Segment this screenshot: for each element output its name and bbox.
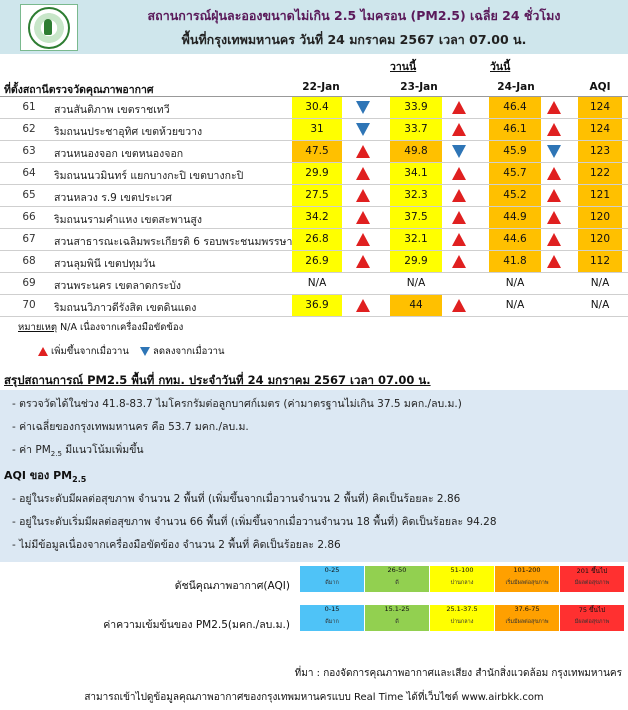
station-number: 67 <box>22 233 36 245</box>
pm25-value-day1: 30.4 <box>292 97 342 118</box>
station-number: 68 <box>22 255 36 267</box>
summary-average: - ค่าเฉลี่ยของกรุงเทพมหานคร คือ 53.7 มคก./ลบ.ม. <box>12 421 249 433</box>
triangle-up-icon <box>452 255 466 268</box>
table-header <box>0 78 628 97</box>
station-number: 64 <box>22 167 36 179</box>
triangle-up-icon <box>356 189 370 202</box>
scale-level: ปานกลาง <box>450 619 474 625</box>
page-title: สถานการณ์ฝุ่นละอองขนาดไม่เกิน 2.5 ไมครอน (PM2.5) เฉลี่ย 24 ชั่วโมง <box>147 8 561 23</box>
scale-level: ดีมาก <box>325 580 339 586</box>
station-number: 63 <box>22 145 36 157</box>
pm25-value-day2: 34.1 <box>390 163 442 184</box>
pm25-value-day3: 46.1 <box>489 119 541 140</box>
source-note: ที่มา : กองจัดการคุณภาพอากาศและเสียง สำนักสิ่งแวดล้อม กรุงเทพมหานคร <box>294 668 622 679</box>
pm25-value-day2: N/A <box>406 277 426 289</box>
scale-level: เริ่มมีผลต่อสุขภาพ <box>505 619 549 625</box>
summary-trend: - ค่า $PM_{2.5}$ มีแนวโน้มเพิ่มขึ้น <box>12 444 144 459</box>
aqi-value: 124 <box>578 97 622 118</box>
yesterday-label: วานนี้ <box>390 61 417 73</box>
station-name: สวนสันติภาพ เขตราชเทวี <box>54 104 170 116</box>
pm25-value-day2: 33.9 <box>390 97 442 118</box>
scale-level: มีผลต่อสุขภาพ <box>574 580 610 586</box>
aqi-sensitive: - อยู่ในระดับเริ่มมีผลต่อสุขภาพ จำนวน 66 พื้นที่ (เพิ่มขึ้นจากเมื่อวานจำนวน 18 พื้นที่) คิดเป็นร้อยละ 94.28 <box>12 516 497 528</box>
scale-range: 26-50 <box>387 566 407 574</box>
triangle-up-icon <box>452 211 466 224</box>
station-name: สวนลุมพินี เขตปทุมวัน <box>54 258 156 270</box>
aqi-no-data: - ไม่มีข้อมูลเนื่องจากเครื่องมือขัดข้อง จำนวน 2 พื้นที่ คิดเป็นร้อยละ 2.86 <box>12 539 341 551</box>
aqi-value: 122 <box>578 163 622 184</box>
pm25-value-day2: 44 <box>390 295 442 316</box>
station-name: สวนสาธารณะเฉลิมพระเกียรติ 6 รอบพระชนมพรรษา <box>54 236 292 248</box>
station-name: ริมถนนนวมินทร์ แยกบางกะปิ เขตบางกะปิ <box>54 170 244 182</box>
triangle-down-icon <box>452 145 466 158</box>
pm25-value-day3: 44.6 <box>489 229 541 250</box>
station-number: 62 <box>22 123 36 135</box>
triangle-up-icon <box>356 167 370 180</box>
station-number: 70 <box>22 299 36 311</box>
table-row <box>0 141 628 163</box>
aqi-value: N/A <box>590 277 610 289</box>
header-station: ที่ตั้งสถานีตรวจวัดคุณภาพอากาศ <box>4 84 154 96</box>
scale-range: 0-25 <box>324 566 340 574</box>
pm25-value-day1: 29.9 <box>292 163 342 184</box>
aqi-value: 123 <box>578 141 622 162</box>
note-text: N/A เนื่องจากเครื่องมือขัดข้อง <box>60 322 184 333</box>
aqi-color-scale <box>300 566 623 592</box>
legend-up-label: เพิ่มขึ้นจากเมื่อวาน <box>51 346 129 357</box>
triangle-up-icon <box>547 101 561 114</box>
triangle-up-icon <box>356 145 370 158</box>
scale-level: เริ่มมีผลต่อสุขภาพ <box>505 580 549 586</box>
scale-range: 37.6-75 <box>514 605 540 613</box>
triangle-up-icon <box>356 233 370 246</box>
header-day1: 22-Jan <box>302 81 340 93</box>
pm-color-scale <box>300 605 623 631</box>
pm25-value-day3: 45.2 <box>489 185 541 206</box>
triangle-down-icon <box>356 123 370 136</box>
scale-range: 75 ขึ้นไป <box>578 606 606 614</box>
triangle-up-icon <box>452 101 466 114</box>
aqi-unhealthy: - อยู่ในระดับมีผลต่อสุขภาพ จำนวน 2 พื้นที่ (เพิ่มขึ้นจากเมื่อวานจำนวน 2 พื้นที่) คิดเป็นร้อยละ 2.86 <box>12 493 461 505</box>
page-subtitle: พื้นที่กรุงเทพมหานคร วันที่ 24 มกราคม 2567 เวลา 07.00 น. <box>181 32 527 47</box>
pm25-value-day2: 32.1 <box>390 229 442 250</box>
table-row <box>0 251 628 273</box>
scale-range: 25.1-37.5 <box>446 605 478 613</box>
triangle-up-icon <box>356 211 370 224</box>
aqi-heading: AQI ของ $PM_{2.5}$ <box>4 469 87 485</box>
triangle-up-icon <box>38 347 48 356</box>
pm25-value-day2: 37.5 <box>390 207 442 228</box>
seal-icon <box>28 7 70 49</box>
triangle-up-icon <box>452 167 466 180</box>
pm25-value-day1: 36.9 <box>292 295 342 316</box>
triangle-up-icon <box>452 233 466 246</box>
scale-range: 51-100 <box>450 566 474 574</box>
table-row <box>0 295 628 317</box>
header-banner <box>0 0 628 54</box>
header-aqi: AQI <box>589 81 611 93</box>
station-name: สวนหนองจอก เขตหนองจอก <box>54 148 184 160</box>
aqi-value: 121 <box>578 185 622 206</box>
scale-level: มีผลต่อสุขภาพ <box>574 619 610 625</box>
scale-level: ดี <box>395 619 399 625</box>
pm25-value-day1: 34.2 <box>292 207 342 228</box>
table-row <box>0 97 628 119</box>
table-row <box>0 207 628 229</box>
triangle-up-icon <box>452 123 466 136</box>
scale-level: ดีมาก <box>325 619 339 625</box>
summary-title: สรุปสถานการณ์ PM2.5 พื้นที่ กทม. ประจำวันที่ 24 มกราคม 2567 เวลา 07.00 น. <box>4 373 431 387</box>
aqi-value: 124 <box>578 119 622 140</box>
triangle-down-icon <box>356 101 370 114</box>
aqi-scale-label: ดัชนีคุณภาพอากาศ(AQI) <box>174 580 290 592</box>
station-name: สวนหลวง ร.9 เขตประเวศ <box>54 192 172 204</box>
pm25-value-day1: 31 <box>292 119 342 140</box>
triangle-down-icon <box>547 145 561 158</box>
pm25-value-day2: 32.3 <box>390 185 442 206</box>
table-row <box>0 163 628 185</box>
pm25-value-day1: 26.8 <box>292 229 342 250</box>
pm25-value-day1: 26.9 <box>292 251 342 272</box>
aqi-value: 120 <box>578 207 622 228</box>
pm-scale-label: ค่าความเข้มข้นของ PM2.5(มคก./ลบ.ม.) <box>103 619 290 631</box>
header-day3: 24-Jan <box>497 81 535 93</box>
triangle-up-icon <box>547 167 561 180</box>
scale-level: ดี <box>395 580 399 586</box>
summary-box <box>0 390 628 562</box>
table-row <box>0 273 628 295</box>
aqi-value: 120 <box>578 229 622 250</box>
triangle-up-icon <box>356 255 370 268</box>
triangle-up-icon <box>356 299 370 312</box>
legend-down <box>140 344 225 359</box>
station-name: ริมถนนประชาอุทิศ เขตห้วยขวาง <box>54 126 203 138</box>
pm25-value-day3: 44.9 <box>489 207 541 228</box>
pm25-value-day3: 41.8 <box>489 251 541 272</box>
legend-up <box>38 344 129 359</box>
pm25-value-day3: 45.7 <box>489 163 541 184</box>
pm25-value-day3: 46.4 <box>489 97 541 118</box>
triangle-up-icon <box>547 123 561 136</box>
triangle-down-icon <box>140 347 150 356</box>
table-row <box>0 119 628 141</box>
station-number: 65 <box>22 189 36 201</box>
aqi-value: 112 <box>578 251 622 272</box>
station-number: 66 <box>22 211 36 223</box>
footnote <box>18 320 183 335</box>
summary-range: - ตรวจวัดได้ในช่วง 41.8-83.7 ไมโครกรัมต่อลูกบาศก์เมตร (ค่ามาตรฐานไม่เกิน 37.5 มคก./ลบ.ม.) <box>12 398 462 410</box>
station-name: ริมถนนวิภาวดีรังสิต เขตดินแดง <box>54 302 197 314</box>
header-day2: 23-Jan <box>400 81 438 93</box>
pm25-value-day3: N/A <box>505 277 525 289</box>
table-row <box>0 185 628 207</box>
pm25-value-day1: 27.5 <box>292 185 342 206</box>
triangle-up-icon <box>547 211 561 224</box>
pm25-value-day1: 47.5 <box>292 141 342 162</box>
pm25-value-day3: N/A <box>505 299 525 311</box>
triangle-up-icon <box>452 189 466 202</box>
pm25-value-day1: N/A <box>307 277 327 289</box>
triangle-up-icon <box>547 189 561 202</box>
pm25-value-day2: 29.9 <box>390 251 442 272</box>
realtime-note: สามารถเข้าไปดูข้อมูลคุณภาพอากาศของกรุงเทพมหานครแบบ Real Time ได้ที่เว็บไซต์ www.airbkk.com <box>84 692 544 703</box>
scale-level: ปานกลาง <box>450 580 474 586</box>
station-name: ริมถนนรามคำแหง เขตสะพานสูง <box>54 214 202 226</box>
triangle-up-icon <box>452 299 466 312</box>
station-number: 69 <box>22 277 36 289</box>
pm25-value-day3: 45.9 <box>489 141 541 162</box>
pm25-value-day2: 33.7 <box>390 119 442 140</box>
scale-range: 0-15 <box>324 605 340 613</box>
triangle-up-icon <box>547 233 561 246</box>
today-label: วันนี้ <box>490 61 511 73</box>
aqi-value: N/A <box>590 299 610 311</box>
triangle-up-icon <box>547 255 561 268</box>
scale-range: 201 ขึ้นไป <box>576 567 608 575</box>
station-number: 61 <box>22 101 36 113</box>
scale-range: 101-200 <box>513 566 541 574</box>
legend-down-label: ลดลงจากเมื่อวาน <box>153 346 225 357</box>
scale-range: 15.1-25 <box>384 605 410 613</box>
station-name: สวนพระนคร เขตลาดกระบัง <box>54 280 182 292</box>
pm25-value-day2: 49.8 <box>390 141 442 162</box>
bma-logo <box>20 4 78 51</box>
note-label: หมายเหตุ <box>18 322 58 333</box>
table-row <box>0 229 628 251</box>
